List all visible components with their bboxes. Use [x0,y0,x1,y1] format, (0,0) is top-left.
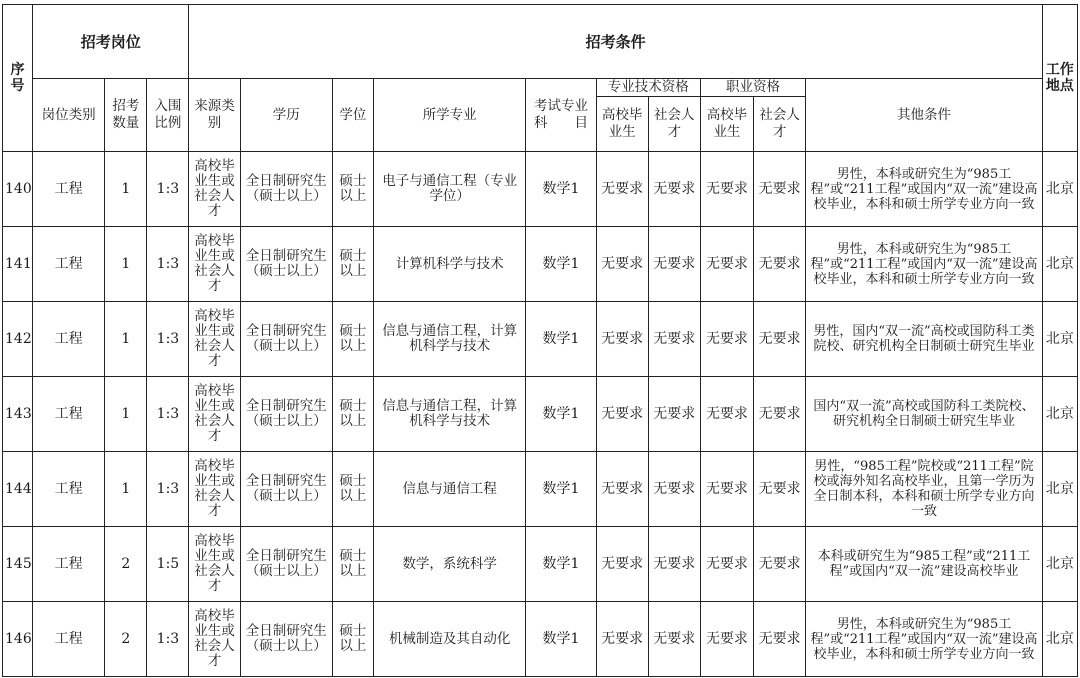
header-job-qual: 职业资格 [700,79,805,97]
cell-other: 男性，本科或研究生为“985工程”或“211工程”或国内“双一流”建设高校毕业，本科和硕士所学专业方向一致 [806,152,1043,227]
cell-edu: 全日制研究生（硕士以上） [240,302,332,377]
cell-job-grad: 无要求 [700,152,753,227]
header-post-group: 招考岗位 [33,5,189,79]
cell-degree: 硕士以上 [332,377,373,452]
cell-exam: 数学1 [526,377,596,452]
header-cond-group: 招考条件 [189,5,1042,79]
cell-edu: 全日制研究生（硕士以上） [240,227,332,302]
cell-ratio: 1:3 [147,377,189,452]
cell-post-type: 工程 [33,152,105,227]
cell-job-grad: 无要求 [700,302,753,377]
header-post-type: 岗位类别 [33,79,105,152]
cell-tech-social: 无要求 [648,227,700,302]
cell-location: 北京 [1042,527,1077,602]
cell-location: 北京 [1042,602,1077,677]
cell-tech-grad: 无要求 [596,452,648,527]
cell-post-type: 工程 [33,227,105,302]
cell-job-social: 无要求 [754,377,806,452]
cell-job-social: 无要求 [754,227,806,302]
header-exam: 考试专业科 目 [526,79,596,152]
cell-exam: 数学1 [526,527,596,602]
cell-tech-grad: 无要求 [596,227,648,302]
table-row [3,527,1078,602]
header-job-social: 社会人才 [754,97,806,152]
cell-major: 信息与通信工程，计算机科学与技术 [373,302,525,377]
cell-other: 男性，本科或研究生为“985工程”或“211工程”或国内“双一流”建设高校毕业，本科和硕士所学专业方向一致 [806,602,1043,677]
cell-exam: 数学1 [526,452,596,527]
cell-seq: 146 [3,602,33,677]
cell-job-social: 无要求 [754,152,806,227]
cell-tech-grad: 无要求 [596,602,648,677]
header-tech-qual: 专业技术资格 [596,79,700,97]
table-row [3,152,1078,227]
table-row [3,602,1078,677]
recruitment-table [2,4,1078,677]
cell-location: 北京 [1042,452,1077,527]
cell-location: 北京 [1042,377,1077,452]
cell-num: 1 [105,227,147,302]
cell-tech-social: 无要求 [648,152,700,227]
cell-degree: 硕士以上 [332,452,373,527]
cell-job-social: 无要求 [754,527,806,602]
cell-exam: 数学1 [526,602,596,677]
cell-major: 计算机科学与技术 [373,227,525,302]
table-row [3,377,1078,452]
header-tech-grad: 高校毕业生 [596,97,648,152]
header-edu: 学历 [240,79,332,152]
cell-ratio: 1:3 [147,152,189,227]
cell-tech-social: 无要求 [648,602,700,677]
table-row [3,227,1078,302]
cell-edu: 全日制研究生（硕士以上） [240,152,332,227]
cell-seq: 141 [3,227,33,302]
cell-job-grad: 无要求 [700,602,753,677]
cell-num: 2 [105,527,147,602]
cell-job-grad: 无要求 [700,452,753,527]
cell-other: 男性，“985工程”院校或“211工程”院校或海外知名高校毕业，且第一学历为全日制本科，本科和硕士所学专业方向一致 [806,452,1043,527]
cell-degree: 硕士以上 [332,152,373,227]
cell-num: 1 [105,377,147,452]
cell-job-grad: 无要求 [700,527,753,602]
cell-source: 高校毕业生或社会人才 [189,527,240,602]
cell-exam: 数学1 [526,227,596,302]
cell-major: 信息与通信工程 [373,452,525,527]
table-row [3,302,1078,377]
cell-degree: 硕士以上 [332,302,373,377]
cell-tech-social: 无要求 [648,527,700,602]
cell-post-type: 工程 [33,302,105,377]
cell-job-social: 无要求 [754,602,806,677]
cell-seq: 143 [3,377,33,452]
cell-seq: 142 [3,302,33,377]
cell-tech-grad: 无要求 [596,527,648,602]
cell-post-type: 工程 [33,452,105,527]
header-other: 其他条件 [806,79,1043,152]
header-seq: 序号 [3,5,33,152]
cell-edu: 全日制研究生（硕士以上） [240,602,332,677]
cell-source: 高校毕业生或社会人才 [189,377,240,452]
cell-degree: 硕士以上 [332,527,373,602]
cell-post-type: 工程 [33,527,105,602]
cell-job-grad: 无要求 [700,377,753,452]
cell-tech-grad: 无要求 [596,377,648,452]
cell-ratio: 1:3 [147,602,189,677]
cell-source: 高校毕业生或社会人才 [189,302,240,377]
cell-tech-social: 无要求 [648,377,700,452]
cell-job-social: 无要求 [754,302,806,377]
cell-other: 男性，本科或研究生为“985工程”或“211工程”或国内“双一流”建设高校毕业，本科和硕士所学专业方向一致 [806,227,1043,302]
cell-job-social: 无要求 [754,452,806,527]
header-location: 工作地点 [1042,5,1077,152]
cell-seq: 144 [3,452,33,527]
cell-major: 信息与通信工程，计算机科学与技术 [373,377,525,452]
cell-source: 高校毕业生或社会人才 [189,152,240,227]
cell-tech-grad: 无要求 [596,152,648,227]
header-degree: 学位 [332,79,373,152]
cell-edu: 全日制研究生（硕士以上） [240,527,332,602]
cell-other: 国内“双一流”高校或国防科工类院校、研究机构全日制硕士研究生毕业 [806,377,1043,452]
header-tech-social: 社会人才 [648,97,700,152]
cell-degree: 硕士以上 [332,602,373,677]
cell-post-type: 工程 [33,602,105,677]
cell-location: 北京 [1042,302,1077,377]
header-ratio: 入围比例 [147,79,189,152]
cell-tech-social: 无要求 [648,302,700,377]
header-major: 所学专业 [373,79,525,152]
cell-num: 1 [105,302,147,377]
cell-ratio: 1:5 [147,527,189,602]
cell-num: 1 [105,452,147,527]
cell-location: 北京 [1042,152,1077,227]
cell-ratio: 1:3 [147,302,189,377]
cell-post-type: 工程 [33,377,105,452]
cell-source: 高校毕业生或社会人才 [189,452,240,527]
cell-tech-grad: 无要求 [596,302,648,377]
header-source: 来源类别 [189,79,240,152]
table-body [3,152,1078,677]
cell-seq: 145 [3,527,33,602]
cell-ratio: 1:3 [147,227,189,302]
cell-major: 数学，系统科学 [373,527,525,602]
cell-source: 高校毕业生或社会人才 [189,227,240,302]
cell-major: 电子与通信工程（专业学位） [373,152,525,227]
header-num: 招考数量 [105,79,147,152]
cell-exam: 数学1 [526,152,596,227]
cell-source: 高校毕业生或社会人才 [189,602,240,677]
cell-other: 男性，国内“双一流”高校或国防科工类院校、研究机构全日制硕士研究生毕业 [806,302,1043,377]
cell-exam: 数学1 [526,302,596,377]
header-job-grad: 高校毕业生 [700,97,753,152]
cell-location: 北京 [1042,227,1077,302]
cell-num: 2 [105,602,147,677]
cell-ratio: 1:3 [147,452,189,527]
cell-degree: 硕士以上 [332,227,373,302]
cell-job-grad: 无要求 [700,227,753,302]
cell-seq: 140 [3,152,33,227]
cell-edu: 全日制研究生（硕士以上） [240,452,332,527]
cell-num: 1 [105,152,147,227]
cell-major: 机械制造及其自动化 [373,602,525,677]
cell-edu: 全日制研究生（硕士以上） [240,377,332,452]
table-row [3,452,1078,527]
cell-other: 本科或研究生为“985工程”或“211工程”或国内“双一流”建设高校毕业 [806,527,1043,602]
cell-tech-social: 无要求 [648,452,700,527]
